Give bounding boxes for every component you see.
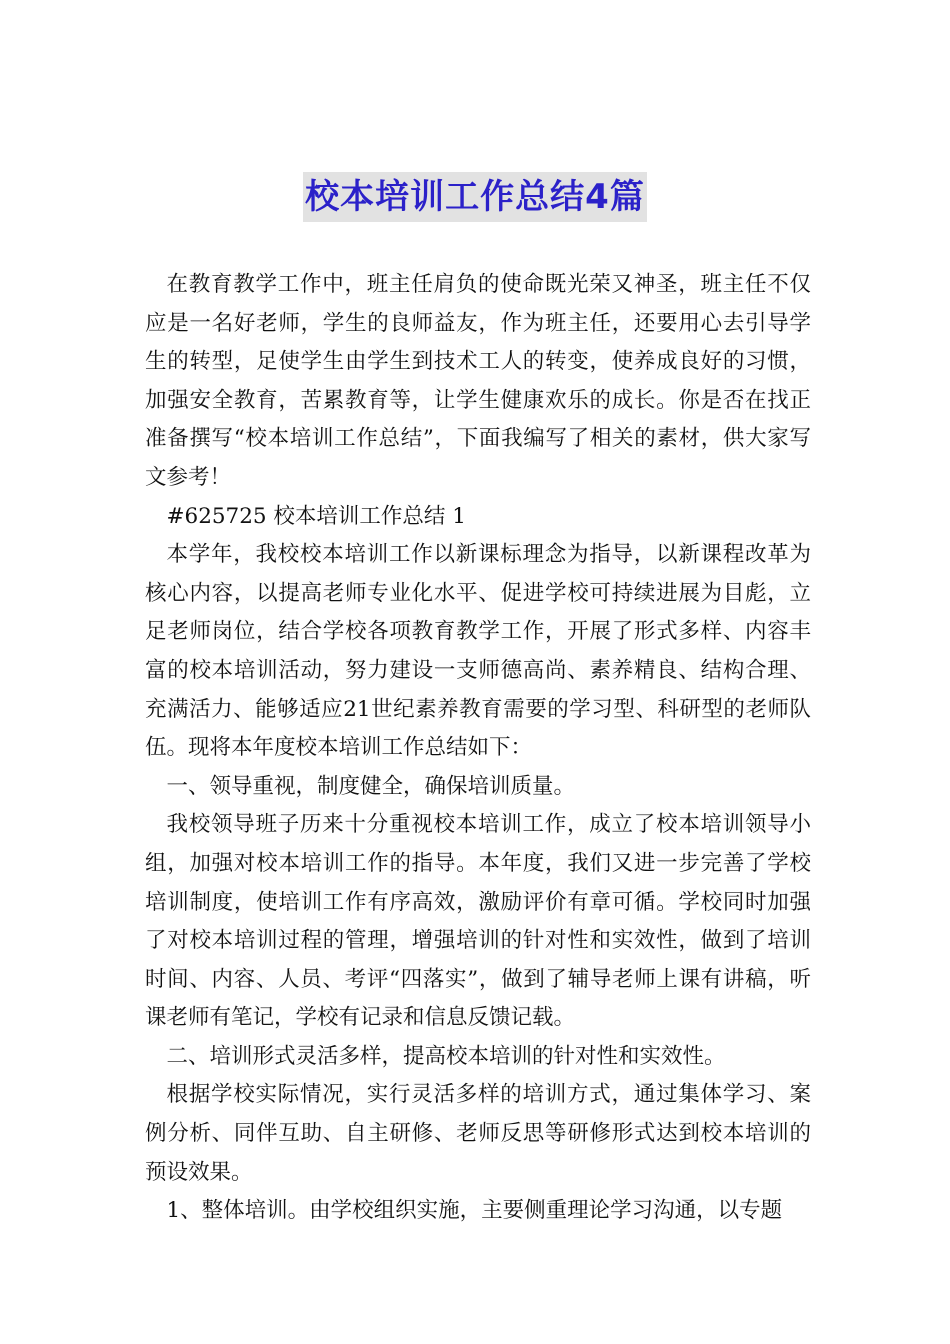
section-heading-1: #625725 校本培训工作总结 1 (166, 503, 466, 529)
intro-paragraph: 在教育教学工作中，班主任肩负的使命既光荣又神圣，班主任不仅应是一名好老师，学生的良师益友，作为班主任，还要用心去引导学生的转型，足使学生由学生到技术工人的转变，使养成良好的习惯，加强安全教育，苦累教育等，让学生健康欢乐的成长。你是否在找正准备撰写“校本培训工作总结”，下面我编写了相关的素材，供大家写文参考！ (145, 272, 811, 490)
document-body (145, 266, 811, 1231)
subheading-leadership: 一、领导重视，制度健全，确保培训质量。 (166, 773, 576, 799)
summary-intro-paragraph: 本学年，我校校本培训工作以新课标理念为指导，以新课程改革为核心内容，以提高老师专业化水平、促进学校可持续进展为目彪，立足老师岗位，结合学校各项教育教学工作，开展了形式多样、内容丰富的校本培训活动，努力建设一支师德高尚、素养精良、结构合理、充满活力、能够适应21世纪素养教育需要的学习型、科研型的老师队伍。现将本年度校本培训工作总结如下： (145, 542, 811, 761)
document-title: 校本培训工作总结4篇 (303, 172, 647, 222)
leadership-paragraph: 我校领导班子历来十分重视校本培训工作，成立了校本培训领导小组，加强对校本培训工作的指导。本年度，我们又进一步完善了学校培训制度，使培训工作有序高效，激励评价有章可循。学校同时加强了对校本培训过程的管理，增强培训的针对性和实效性，做到了培训时间、内容、人员、考评“四落实”，做到了辅导老师上课有讲稿，听课老师有笔记，学校有记录和信息反馈记载。 (145, 812, 811, 1031)
overall-training-paragraph: 1、整体培训。由学校组织实施，主要侧重理论学习沟通，以专题 (166, 1198, 783, 1224)
subheading-training-forms: 二、培训形式灵活多样，提高校本培训的针对性和实效性。 (166, 1043, 726, 1069)
title-container (0, 172, 950, 222)
training-forms-paragraph: 根据学校实际情况，实行灵活多样的培训方式，通过集体学习、案例分析、同伴互助、自主研修、老师反思等研修形式达到校本培训的预设效果。 (145, 1082, 811, 1185)
